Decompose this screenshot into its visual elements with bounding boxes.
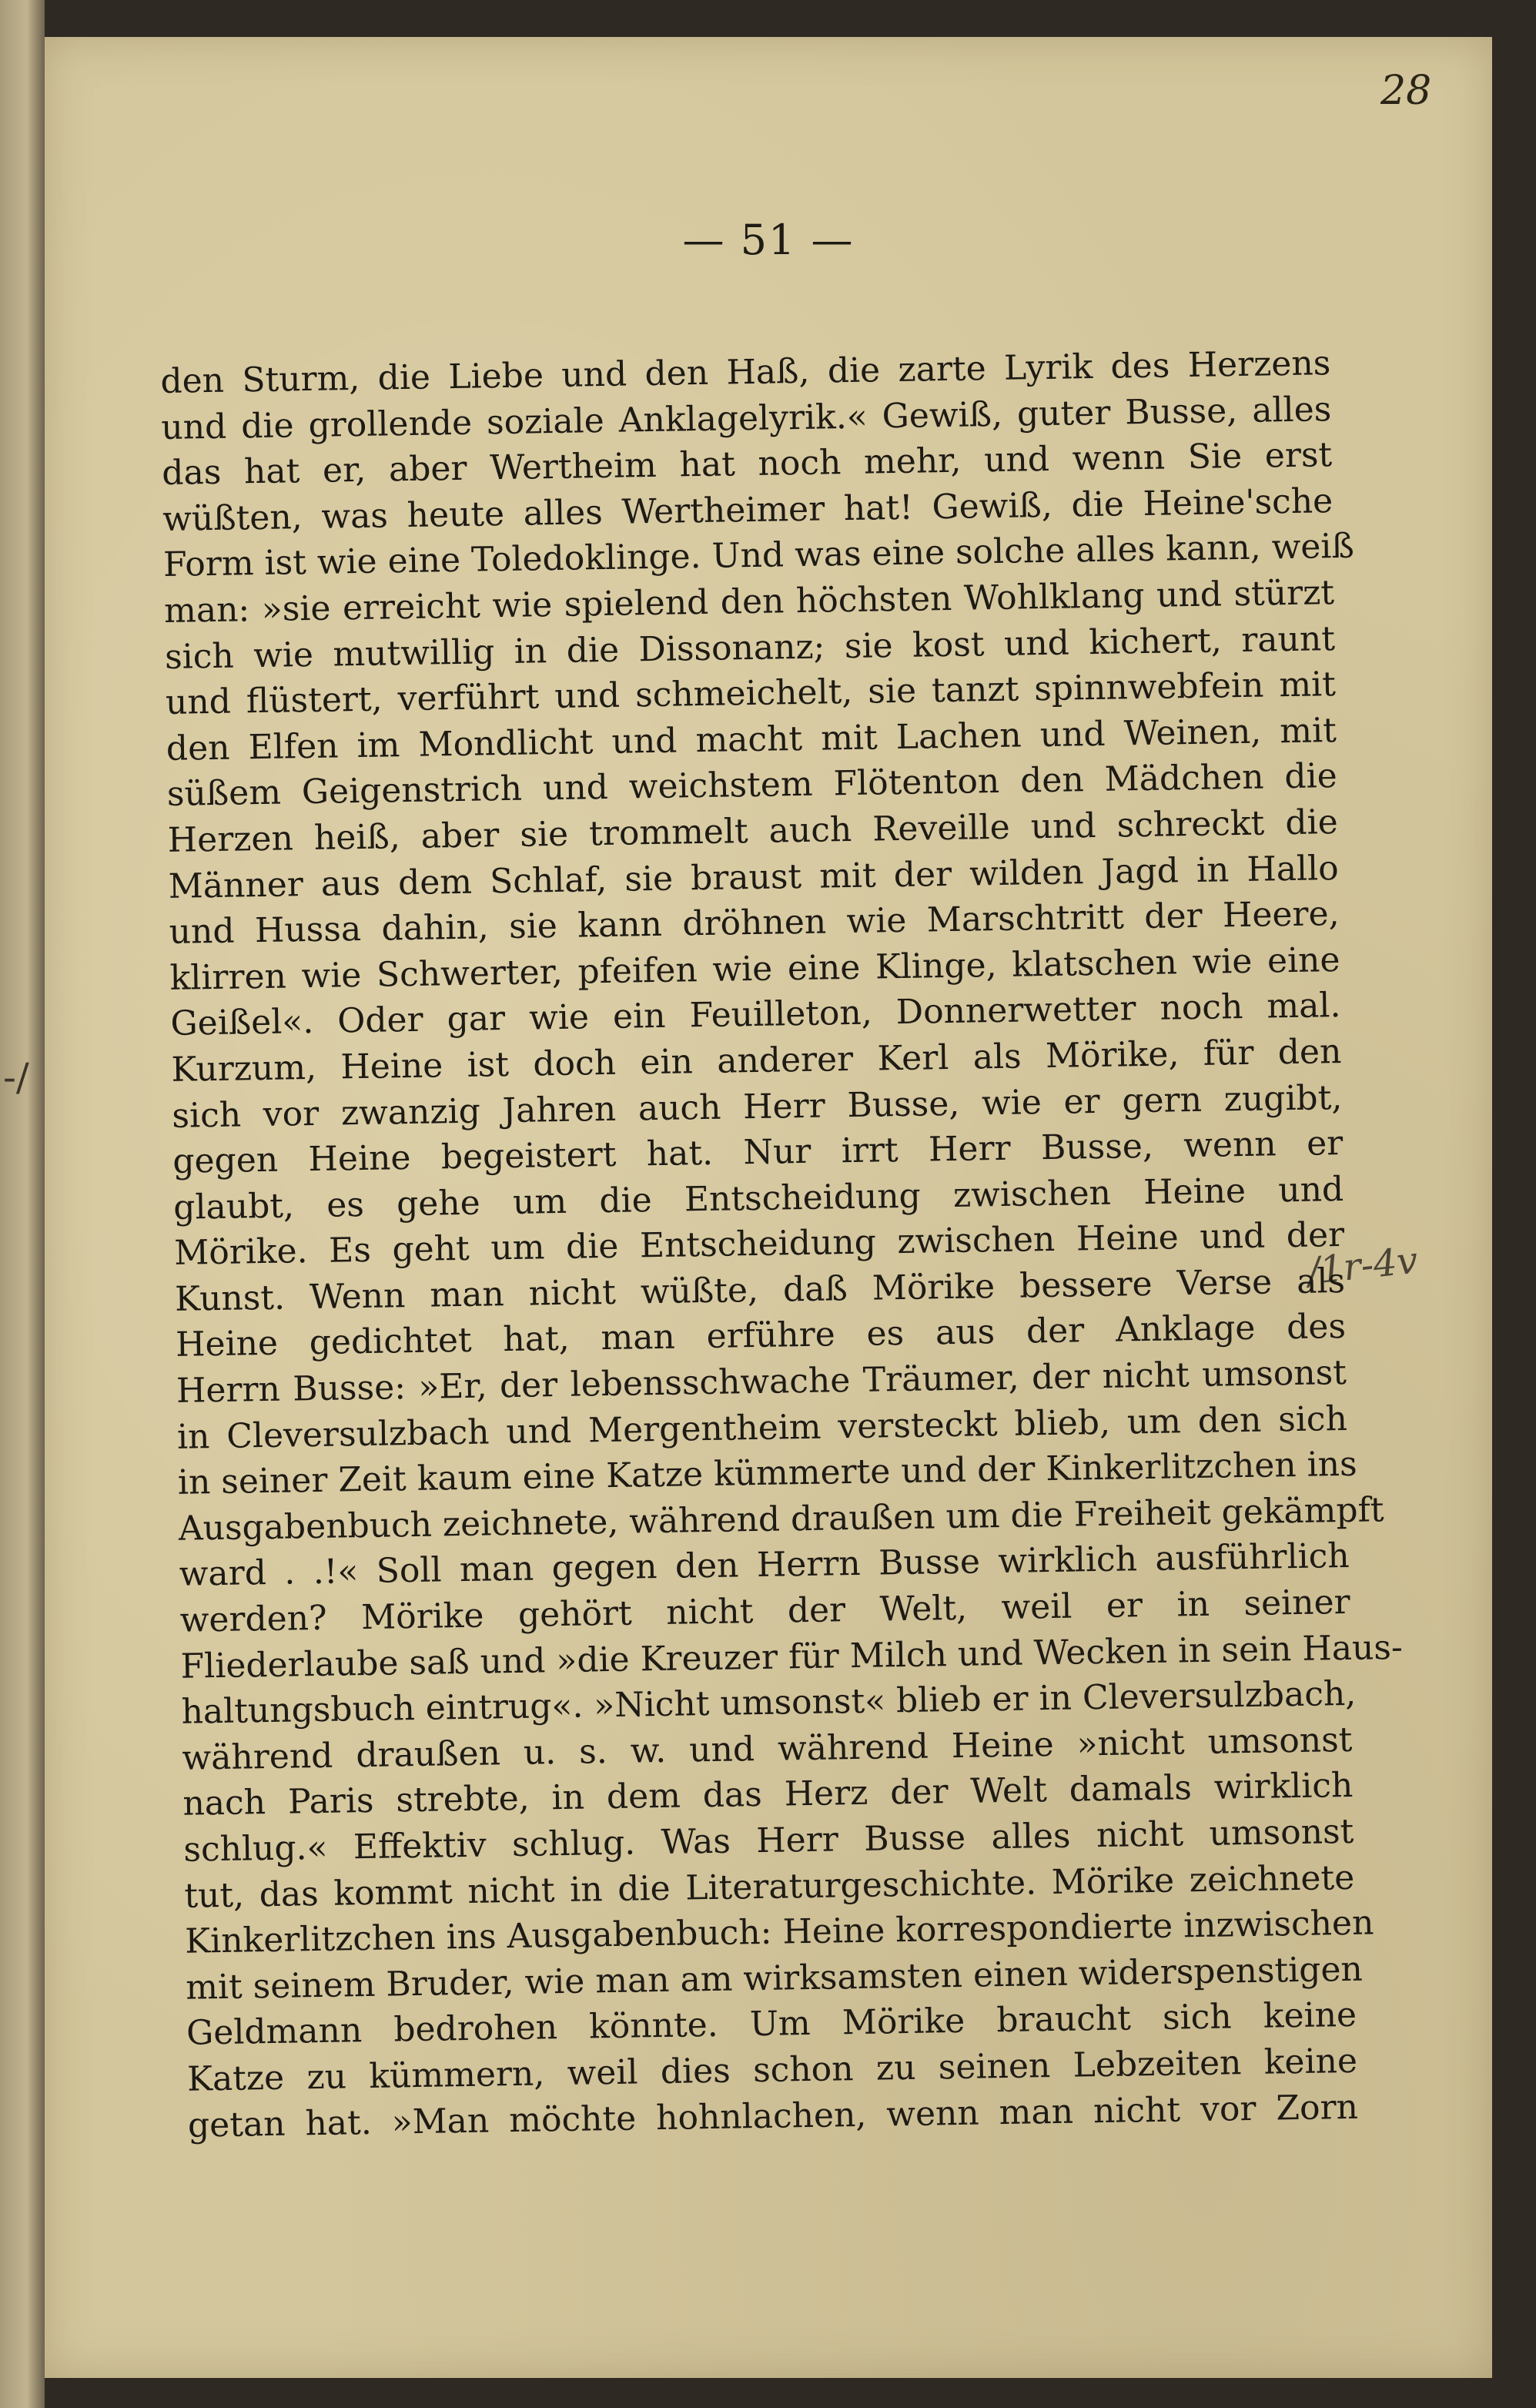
text-line: sich vor zwanzig Jahren auch Herr Busse, wie er gern zugibt, (172, 1077, 1343, 1136)
text-line: Mörike. Es geht um die Entscheidung zwischen Heine und der (173, 1215, 1345, 1274)
text-line: getan hat. »Man möchte hohnlachen, wenn man nicht vor Zorn (187, 2087, 1359, 2145)
text-line: tut, das kommt nicht in die Literaturgeschichte. Mörike zeichnete (183, 1857, 1355, 1916)
text-line: ward . .!« Soll man gegen den Herrn Busse wirklich ausführlich (179, 1536, 1350, 1595)
text-line: süßem Geigenstrich und weichstem Flötenton den Mädchen die (166, 756, 1338, 815)
text-line: Ausgabenbuch zeichnete, während draußen um die Freiheit gekämpft (178, 1490, 1384, 1549)
text-line: werden? Mörike gehört nicht der Welt, weil er in seiner (179, 1582, 1350, 1640)
text-line: den Elfen im Mondlicht und macht mit Lachen und Weinen, mit (166, 710, 1337, 769)
text-line: in Cleversulzbach und Mergentheim versteckt blieb, um den sich (176, 1398, 1348, 1457)
text-line: gegen Heine begeistert hat. Nur irrt Herr Busse, wenn er (172, 1124, 1344, 1181)
text-line: Fliederlaube saß und »die Kreuzer für Milch und Wecken in sein Haus- (180, 1627, 1404, 1686)
text-line: glaubt, es gehe um die Entscheidung zwischen Heine und (172, 1169, 1344, 1227)
text-line: Form ist wie eine Toledoklinge. Und was eine solche alles kann, weiß (162, 527, 1355, 585)
text-line: mit seinem Bruder, wie man am wirksamsten einen widerspenstigen (185, 1949, 1364, 2008)
text-line: sich wie mutwillig in die Dissonanz; sie kost und kichert, raunt (164, 618, 1336, 677)
page-number: — 51 — (682, 216, 855, 264)
archive-number: 28 (1380, 68, 1432, 114)
text-line: schlug.« Effektiv schlug. Was Herr Busse alles nicht umsonst (183, 1811, 1354, 1870)
text-line: Katze zu kümmern, weil dies schon zu seinen Lebzeiten keine (186, 2041, 1358, 2099)
text-line: nach Paris strebte, in dem das Herz der Welt damals wirklich (182, 1766, 1354, 1824)
text-line: Herrn Busse: »Er, der lebensschwache Träumer, der nicht umsonst (176, 1353, 1347, 1411)
text-line: und die grollende soziale Anklagelyrik.« Gewiß, guter Busse, alles (160, 389, 1332, 447)
text-line: Männer aus dem Schlaf, sie braust mit der wilden Jagd in Hallo (168, 848, 1339, 906)
text-line: haltungsbuch eintrug«. »Nicht umsonst« blieb er in Cleversulzbach, (181, 1674, 1357, 1732)
text-line: Kinkerlitzchen ins Ausgabenbuch: Heine korrespondierte inzwischen (184, 1903, 1374, 1961)
text-line: und flüstert, verführt und schmeichelt, sie tanzt spinnwebfein mit (165, 665, 1337, 723)
text-line: wüßten, was heute alles Wertheimer hat! Gewiß, die Heine'sche (162, 481, 1334, 539)
handwritten-margin-note: /1r-4v (1305, 1238, 1421, 1294)
text-line: den Sturm, die Liebe und den Haß, die zarte Lyrik des Herzens (160, 343, 1331, 401)
text-line: klirren wie Schwerter, pfeifen wie eine Klinge, klatschen wie eine (169, 939, 1340, 998)
text-line: Kunst. Wenn man nicht wüßte, daß Mörike bessere Verse als (174, 1261, 1346, 1319)
text-line: Kurzum, Heine ist doch ein anderer Kerl als Mörike, für den (171, 1031, 1342, 1090)
text-line: Heine gedichtet hat, man erführe es aus der Anklage des (175, 1307, 1347, 1365)
text-line: Geldmann bedrohen könnte. Um Mörike braucht sich keine (186, 1995, 1357, 2054)
text-line: Herzen heiß, aber sie trommelt auch Reveille und schreckt die (167, 802, 1339, 860)
text-line: während draußen u. s. w. und während Heine »nicht umsonst (182, 1720, 1353, 1778)
facing-page-edge (0, 0, 45, 2408)
text-line: Geißel«. Oder gar wie ein Feuilleton, Donnerwetter noch mal. (170, 986, 1341, 1044)
left-margin-mark: -/ (3, 1055, 29, 1100)
text-line: man: »sie erreicht wie spielend den höchsten Wohlklang und stürzt (163, 573, 1335, 631)
text-line: in seiner Zeit kaum eine Katze kümmerte und der Kinkerlitzchen ins (177, 1445, 1358, 1503)
text-line: und Hussa dahin, sie kann dröhnen wie Marschtritt der Heere, (169, 894, 1340, 953)
book-page (45, 37, 1492, 2378)
text-line: das hat er, aber Wertheim hat noch mehr, und wenn Sie erst (161, 435, 1333, 494)
